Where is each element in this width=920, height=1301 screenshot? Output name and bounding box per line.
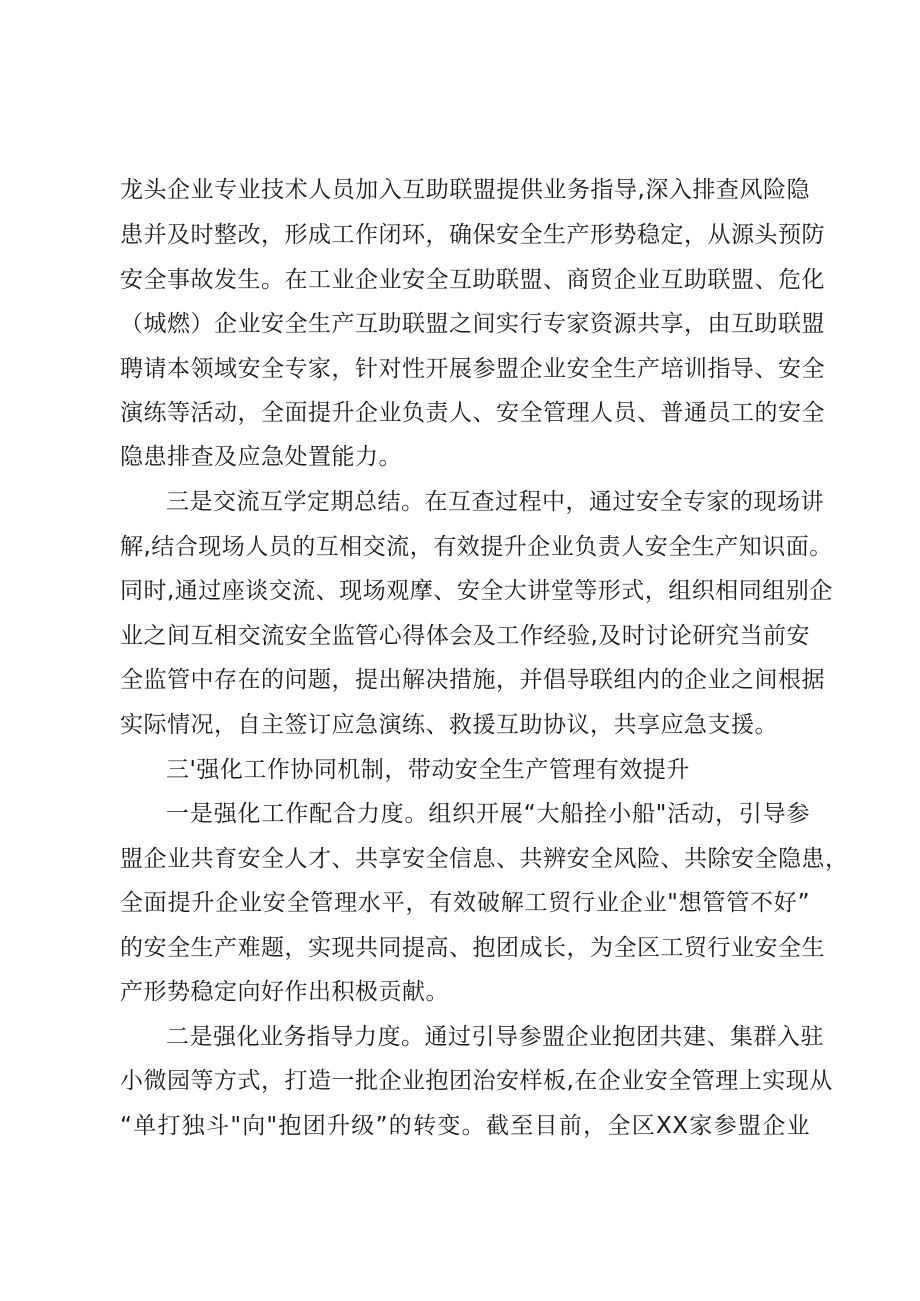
text-line: 龙头企业专业技术人员加入互助联盟提供业务指导,深入排查风险隐 [120, 177, 810, 203]
text-line: 全面提升企业安全管理水平，有效破解工贸行业企业"想管管不好” [120, 890, 810, 916]
text-line: 隐患排查及应急处置能力。 [120, 444, 402, 470]
text-line: 全监管中存在的问题，提出解决措施，并倡导联组内的企业之间根据 [120, 667, 825, 693]
text-line: （城燃）企业安全生产互助联盟之间实行专家资源共享，由互助联盟 [120, 311, 825, 337]
section-heading: 三'强化工作协同机制，带动安全生产管理有效提升 [166, 757, 690, 783]
text-line: 患并及时整改，形成工作闭环，确保安全生产形势稳定，从源头预防 [120, 222, 825, 248]
paragraph-first-line: 三是交流互学定期总结。在互查过程中，通过安全专家的现场讲 [166, 489, 824, 515]
text-line: 实际情况，自主签订应急演练、救援互助协议，共享应急支援。 [120, 712, 778, 738]
text-line: 的安全生产难题，实现共同提高、抱团成长，为全区工贸行业安全生 [120, 935, 825, 961]
text-line: 业之间互相交流安全监管心得体会及工作经验,及时讨论研究当前安 [120, 623, 810, 649]
text-line: 解,结合现场人员的互相交流，有效提升企业负责人安全生产知识面。 [120, 534, 833, 560]
paragraph-first-line: 二是强化业务指导力度。通过引导参盟企业抱团共建、集群入驻 [166, 1024, 824, 1050]
text-line: “单打独斗"向"抱团升级”的转变。截至目前，全区XX家参盟企业 [120, 1113, 810, 1139]
text-line: 产形势稳定向好作出积极贡献。 [120, 979, 449, 1005]
text-line: 同时,通过座谈交流、现场观摩、安全大讲堂等形式，组织相同组别企 [120, 578, 833, 604]
paragraph-first-line: 一是强化工作配合力度。组织开展“大船拴小船"活动，引导参 [166, 801, 810, 827]
text-line: 安全事故发生。在工业企业安全互助联盟、商贸企业互助联盟、危化 [120, 267, 825, 293]
text-line: 演练等活动，全面提升企业负责人、安全管理人员、普通员工的安全 [120, 400, 825, 426]
text-line: 盟企业共育安全人才、共享安全信息、共辨安全风险、共除安全隐患， [120, 846, 849, 872]
text-line: 聘请本领域安全专家，针对性开展参盟企业安全生产培训指导、安全 [120, 356, 825, 382]
text-line: 小微园等方式，打造一批企业抱团治安样板,在企业安全管理上实现从 [120, 1068, 833, 1094]
